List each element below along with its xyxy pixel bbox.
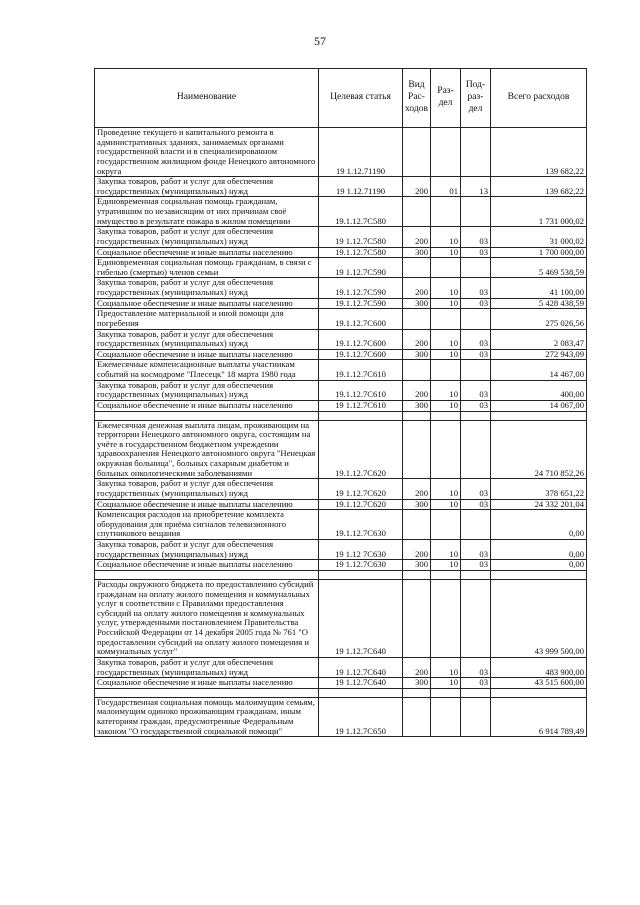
header-vr: Вид Рас-ходов <box>403 69 431 128</box>
table-row <box>95 400 587 411</box>
row-code-cell: 19.1.12.7С600 <box>319 349 403 360</box>
row-name-cell: Компенсация расходов на приобретение комплекта оборудования для приёма сигналов телевизионного спутникового вещания <box>95 510 319 540</box>
table-row <box>95 697 587 737</box>
row-code-cell: 19.1.12.7С590 <box>319 298 403 309</box>
row-name-cell: Единовременная социальная помощь гражданам, утратившим по независящим от них причинам своё имущество в результате пожара в жилом помещении <box>95 197 319 227</box>
header-total: Всего расходов <box>491 69 587 128</box>
spacer-cell <box>403 688 431 697</box>
row-amount-cell: 272 943,09 <box>491 349 587 360</box>
table-row <box>95 349 587 360</box>
row-name-cell: Социальное обеспечение и иные выплаты населению <box>95 247 319 258</box>
row-podrazdel-cell <box>461 420 491 479</box>
table-row <box>95 258 587 278</box>
row-razdel-cell: 10 <box>431 678 461 689</box>
row-name-cell: Социальное обеспечение и иные выплаты населению <box>95 678 319 689</box>
row-vr-cell <box>403 197 431 227</box>
row-podrazdel-cell: 03 <box>461 678 491 689</box>
row-code-cell: 19.1.12.7С590 <box>319 278 403 298</box>
row-name-cell: Закупка товаров, работ и услуг для обеспечения государственных (муниципальных) нужд <box>95 479 319 499</box>
row-podrazdel-cell <box>461 258 491 278</box>
row-vr-cell <box>403 258 431 278</box>
row-amount-cell: 43 999 500,00 <box>491 579 587 657</box>
row-podrazdel-cell: 03 <box>461 657 491 677</box>
row-code-cell: 19 1.12.7С640 <box>319 678 403 689</box>
row-vr-cell: 200 <box>403 227 431 247</box>
row-code-cell: 19 1.12.7С630 <box>319 560 403 571</box>
row-code-cell: 19 1.12.7С640 <box>319 579 403 657</box>
row-razdel-cell: 10 <box>431 227 461 247</box>
row-amount-cell: 5 428 438,59 <box>491 298 587 309</box>
row-spacer <box>95 411 587 420</box>
row-vr-cell <box>403 579 431 657</box>
row-name-cell: Социальное обеспечение и иные выплаты населению <box>95 560 319 571</box>
row-amount-cell: 41 100,00 <box>491 278 587 298</box>
row-code-cell: 19 1.12.7С640 <box>319 657 403 677</box>
row-vr-cell <box>403 697 431 737</box>
row-podrazdel-cell <box>461 197 491 227</box>
row-vr-cell <box>403 128 431 177</box>
row-podrazdel-cell: 03 <box>461 298 491 309</box>
row-vr-cell: 200 <box>403 540 431 560</box>
row-razdel-cell <box>431 697 461 737</box>
row-podrazdel-cell <box>461 579 491 657</box>
table-row <box>95 560 587 571</box>
row-razdel-cell: 10 <box>431 349 461 360</box>
spacer-cell <box>461 411 491 420</box>
row-razdel-cell <box>431 128 461 177</box>
row-name-cell: Закупка товаров, работ и услуг для обеспечения государственных (муниципальных) нужд <box>95 227 319 247</box>
row-podrazdel-cell: 03 <box>461 247 491 258</box>
row-vr-cell: 300 <box>403 349 431 360</box>
row-vr-cell: 200 <box>403 177 431 197</box>
table-row <box>95 278 587 298</box>
row-amount-cell: 1 731 000,02 <box>491 197 587 227</box>
row-razdel-cell: 10 <box>431 560 461 571</box>
row-amount-cell: 24 332 201,04 <box>491 499 587 510</box>
row-vr-cell: 300 <box>403 499 431 510</box>
row-razdel-cell: 10 <box>431 380 461 400</box>
row-name-cell: Государственная социальная помощь малоимущим семьям, малоимущим одиноко проживающим гражданам, иным категориям граждан, предусмотренные Федеральным законом "О государственной социальной помощи" <box>95 697 319 737</box>
row-podrazdel-cell <box>461 360 491 380</box>
row-name-cell: Закупка товаров, работ и услуг для обеспечения государственных (муниципальных) нужд <box>95 177 319 197</box>
row-podrazdel-cell <box>461 510 491 540</box>
row-amount-cell: 14 067,00 <box>491 400 587 411</box>
row-razdel-cell: 10 <box>431 540 461 560</box>
row-amount-cell: 400,00 <box>491 380 587 400</box>
table-row <box>95 479 587 499</box>
row-podrazdel-cell: 03 <box>461 540 491 560</box>
row-vr-cell: 300 <box>403 400 431 411</box>
row-amount-cell: 43 515 600,00 <box>491 678 587 689</box>
row-vr-cell: 200 <box>403 657 431 677</box>
row-code-cell: 19 1.12.71190 <box>319 128 403 177</box>
row-podrazdel-cell: 13 <box>461 177 491 197</box>
row-podrazdel-cell: 03 <box>461 499 491 510</box>
header-name: Наименование <box>95 69 319 128</box>
table-row <box>95 678 587 689</box>
table-row <box>95 227 587 247</box>
row-code-cell: 19.1.12.7С600 <box>319 329 403 349</box>
row-amount-cell: 6 914 789,49 <box>491 697 587 737</box>
row-razdel-cell: 10 <box>431 657 461 677</box>
row-code-cell: 19.1.12.7С620 <box>319 420 403 479</box>
row-name-cell: Закупка товаров, работ и услуг для обеспечения государственных (муниципальных) нужд <box>95 329 319 349</box>
table-row <box>95 657 587 677</box>
row-podrazdel-cell <box>461 697 491 737</box>
row-vr-cell: 300 <box>403 247 431 258</box>
row-amount-cell: 139 682,22 <box>491 128 587 177</box>
row-podrazdel-cell <box>461 128 491 177</box>
spacer-cell <box>491 570 587 579</box>
row-code-cell: 19.1.12.7С630 <box>319 510 403 540</box>
row-code-cell: 19 1.12.71190 <box>319 177 403 197</box>
table-body <box>95 128 587 737</box>
row-amount-cell: 24 710 852,26 <box>491 420 587 479</box>
row-amount-cell: 139 682,22 <box>491 177 587 197</box>
row-podrazdel-cell: 03 <box>461 479 491 499</box>
row-razdel-cell: 01 <box>431 177 461 197</box>
row-podrazdel-cell <box>461 309 491 329</box>
table-row <box>95 177 587 197</box>
row-amount-cell: 5 469 538,59 <box>491 258 587 278</box>
row-code-cell: 19.1.12.7С580 <box>319 247 403 258</box>
row-razdel-cell <box>431 360 461 380</box>
row-code-cell: 19 1.12.7С580 <box>319 227 403 247</box>
row-podrazdel-cell: 03 <box>461 380 491 400</box>
spacer-cell <box>461 688 491 697</box>
row-vr-cell: 200 <box>403 479 431 499</box>
row-code-cell: 19 1.12.7С650 <box>319 697 403 737</box>
row-vr-cell <box>403 309 431 329</box>
row-razdel-cell <box>431 510 461 540</box>
spacer-cell <box>461 570 491 579</box>
row-podrazdel-cell: 03 <box>461 278 491 298</box>
row-code-cell: 19 1.12.7С590 <box>319 258 403 278</box>
row-vr-cell <box>403 510 431 540</box>
table-row <box>95 579 587 657</box>
row-vr-cell: 200 <box>403 278 431 298</box>
table-row <box>95 510 587 540</box>
row-amount-cell: 1 700 000,00 <box>491 247 587 258</box>
spacer-cell <box>491 688 587 697</box>
spacer-cell <box>431 411 461 420</box>
row-amount-cell: 483 900,00 <box>491 657 587 677</box>
row-name-cell: Ежемесячная денежная выплата лицам, проживающим на территории Ненецкого автономного округа, состоящим на учёте в государственном бюджетном учреждении здравоохранения Ненецкого автономного округа "Ненецкая окружная больница", больных сахарным диабетом и больных онкологическими заболеваниями <box>95 420 319 479</box>
table-row <box>95 380 587 400</box>
row-vr-cell: 200 <box>403 380 431 400</box>
row-amount-cell: 0,00 <box>491 560 587 571</box>
table-row <box>95 540 587 560</box>
row-name-cell: Проведение текущего и капитального ремонта в административных зданиях, занимаемых органами государственной власти и в специализированном государственном жилищном фонде Ненецкого автономного округа <box>95 128 319 177</box>
row-amount-cell: 378 651,22 <box>491 479 587 499</box>
row-razdel-cell <box>431 258 461 278</box>
table-row <box>95 360 587 380</box>
row-spacer <box>95 570 587 579</box>
row-name-cell: Предоставление материальной и иной помощи для погребения <box>95 309 319 329</box>
row-code-cell: 19.1.12.7С600 <box>319 309 403 329</box>
table-row <box>95 309 587 329</box>
row-vr-cell <box>403 360 431 380</box>
row-vr-cell: 300 <box>403 678 431 689</box>
spacer-cell <box>319 688 403 697</box>
budget-table <box>94 68 587 737</box>
spacer-cell <box>319 570 403 579</box>
table-row <box>95 420 587 479</box>
row-podrazdel-cell: 03 <box>461 227 491 247</box>
row-code-cell: 19 1.12.7С610 <box>319 400 403 411</box>
row-name-cell: Социальное обеспечение и иные выплаты населению <box>95 298 319 309</box>
table-row <box>95 298 587 309</box>
row-name-cell: Единовременная социальная помощь гражданам, в связи с гибелью (смертью) членов семьи <box>95 258 319 278</box>
row-amount-cell: 31 000,02 <box>491 227 587 247</box>
page-number: 57 <box>314 34 326 48</box>
row-vr-cell <box>403 420 431 479</box>
row-amount-cell: 275 026,56 <box>491 309 587 329</box>
row-razdel-cell: 10 <box>431 329 461 349</box>
row-razdel-cell: 10 <box>431 278 461 298</box>
row-name-cell: Закупка товаров, работ и услуг для обеспечения государственных (муниципальных) нужд <box>95 380 319 400</box>
row-vr-cell: 300 <box>403 298 431 309</box>
spacer-cell <box>431 688 461 697</box>
row-amount-cell: 14 467,00 <box>491 360 587 380</box>
row-code-cell: 19.1.12.7С610 <box>319 380 403 400</box>
spacer-cell <box>403 570 431 579</box>
row-vr-cell: 200 <box>403 329 431 349</box>
spacer-cell <box>95 570 319 579</box>
table-header-row <box>95 69 587 128</box>
spacer-cell <box>95 411 319 420</box>
row-code-cell: 19.1.12.7С610 <box>319 360 403 380</box>
row-name-cell: Социальное обеспечение и иные выплаты населению <box>95 499 319 510</box>
row-razdel-cell <box>431 579 461 657</box>
row-code-cell: 19.1.12.7С620 <box>319 499 403 510</box>
row-podrazdel-cell: 03 <box>461 400 491 411</box>
spacer-cell <box>431 570 461 579</box>
row-podrazdel-cell: 03 <box>461 560 491 571</box>
row-razdel-cell: 10 <box>431 400 461 411</box>
row-razdel-cell <box>431 197 461 227</box>
spacer-cell <box>95 688 319 697</box>
row-amount-cell: 0,00 <box>491 540 587 560</box>
row-code-cell: 19 1.12 7С630 <box>319 540 403 560</box>
table-row <box>95 128 587 177</box>
spacer-cell <box>319 411 403 420</box>
row-code-cell: 19.1.12.7С580 <box>319 197 403 227</box>
row-razdel-cell <box>431 309 461 329</box>
row-razdel-cell: 10 <box>431 479 461 499</box>
row-name-cell: Социальное обеспечение и иные выплаты населению <box>95 400 319 411</box>
spacer-cell <box>403 411 431 420</box>
row-name-cell: Закупка товаров, работ и услуг для обеспечения государственных (муниципальных) нужд <box>95 657 319 677</box>
table-row <box>95 329 587 349</box>
header-razdel: Раз-дел <box>431 69 461 128</box>
header-podrazdel: Под-раз-дел <box>461 69 491 128</box>
row-spacer <box>95 688 587 697</box>
row-podrazdel-cell: 03 <box>461 329 491 349</box>
header-code: Целевая статья <box>319 69 403 128</box>
row-razdel-cell: 10 <box>431 298 461 309</box>
spacer-cell <box>491 411 587 420</box>
row-razdel-cell: 10 <box>431 499 461 510</box>
row-razdel-cell: 10 <box>431 247 461 258</box>
table-row <box>95 197 587 227</box>
row-name-cell: Расходы окружного бюджета по предоставлению субсидий гражданам на оплату жилого помещения и коммунальных услуг в соответствии с Правилами предоставления субсидий на оплату жилого помещения и коммунальных услуг, утвержденными постановлением Правительства Российской Федерации от 14 декабря 2005 года № 761 "О предоставлении субсидий на оплату жилого помещения и коммунальных услуг" <box>95 579 319 657</box>
table-row <box>95 247 587 258</box>
row-name-cell: Ежемесячные компенсационные выплаты участникам событий на космодроме "Плесецк" 18 марта 1980 года <box>95 360 319 380</box>
row-code-cell: 19 1.12.7С620 <box>319 479 403 499</box>
table-row <box>95 499 587 510</box>
row-name-cell: Закупка товаров, работ и услуг для обеспечения государственных (муниципальных) нужд <box>95 540 319 560</box>
row-podrazdel-cell: 03 <box>461 349 491 360</box>
row-vr-cell: 300 <box>403 560 431 571</box>
row-amount-cell: 2 083,47 <box>491 329 587 349</box>
row-razdel-cell <box>431 420 461 479</box>
row-name-cell: Закупка товаров, работ и услуг для обеспечения государственных (муниципальных) нужд <box>95 278 319 298</box>
row-amount-cell: 0,00 <box>491 510 587 540</box>
row-name-cell: Социальное обеспечение и иные выплаты населению <box>95 349 319 360</box>
